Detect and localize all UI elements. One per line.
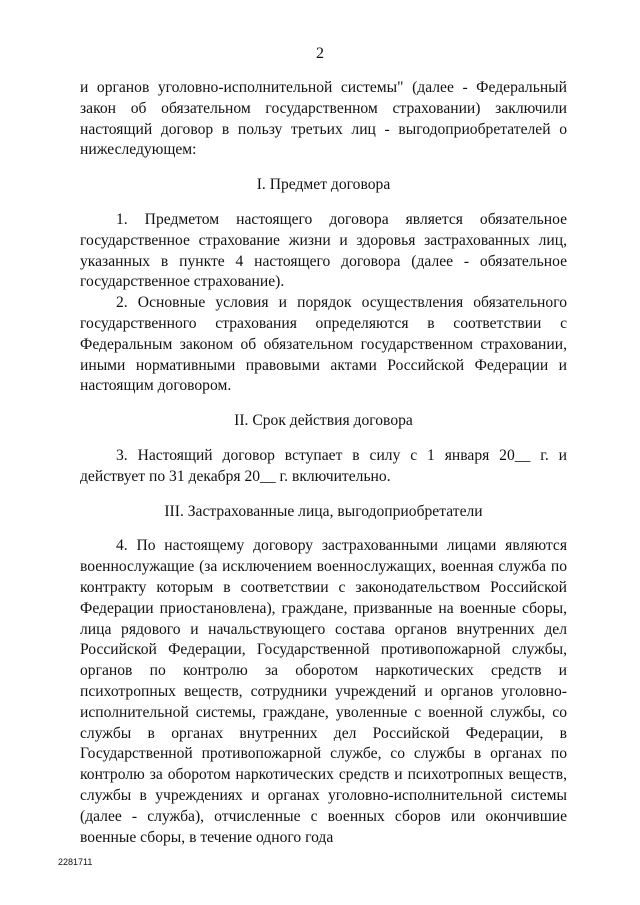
- section-heading-1: I. Предмет договора: [256, 176, 391, 194]
- clause-3: 3. Настоящий договор вступает в силу с 1 января 20__ г. и действует по 31 декабря 20__ г. включительно.: [80, 446, 567, 485]
- intro-paragraph: и органов уголовно-исполнительной системы" (далее - Федеральный закон об обязательном государственном страховании) заключили настоящий договор в пользу третьих лиц - выгодоприобретателей о нижеследующем:: [80, 79, 567, 159]
- page-number: 2: [316, 45, 324, 62]
- section-heading-3: III. Застрахованные лица, выгодоприобретатели: [164, 502, 483, 520]
- clause-4: 4. По настоящему договору застрахованными лицами являются военнослужащие (за исключением военнослужащих, военная служба по контракту которым в соответствии с законодательством Российской Федерации приостановлена), граждане, призванные на военные сборы, лица рядового и начальствующего состава органов внутренних дел Российской Федерации, Государственной противопожарной службы, органов по контролю за оборотом наркотических средств и психотропных веществ, сотрудники учреждений и органов уголовно-исполнительной системы, граждане, уволенные с военной службы, со службы в органах внутренних дел Российской Федерации, в Государственной противопожарной службе, со службы в органах по контролю за оборотом наркотических средств и психотропных веществ, службы в учреждениях и органах уголовно-исполнительной системы (далее - служба), отчисленные с военных сборов или окончившие военные сборы, в течение одного года: [80, 537, 567, 846]
- section-heading-2: II. Срок действия договора: [234, 412, 413, 430]
- document-body: [80, 78, 567, 848]
- document-code: 2281711: [58, 857, 93, 867]
- clause-2: 2. Основные условия и порядок осуществления обязательного государственного страхования определяются в соответствии с Федеральным законом об обязательном государственном страховании, иными нормативными правовыми актами Российской Федерации и настоящим договором.: [80, 294, 567, 395]
- clause-1: 1. Предметом настоящего договора является обязательное государственное страхование жизни и здоровья застрахованных лиц, указанных в пункте 4 настоящего договора (далее - обязательное государственное страхование).: [80, 210, 567, 291]
